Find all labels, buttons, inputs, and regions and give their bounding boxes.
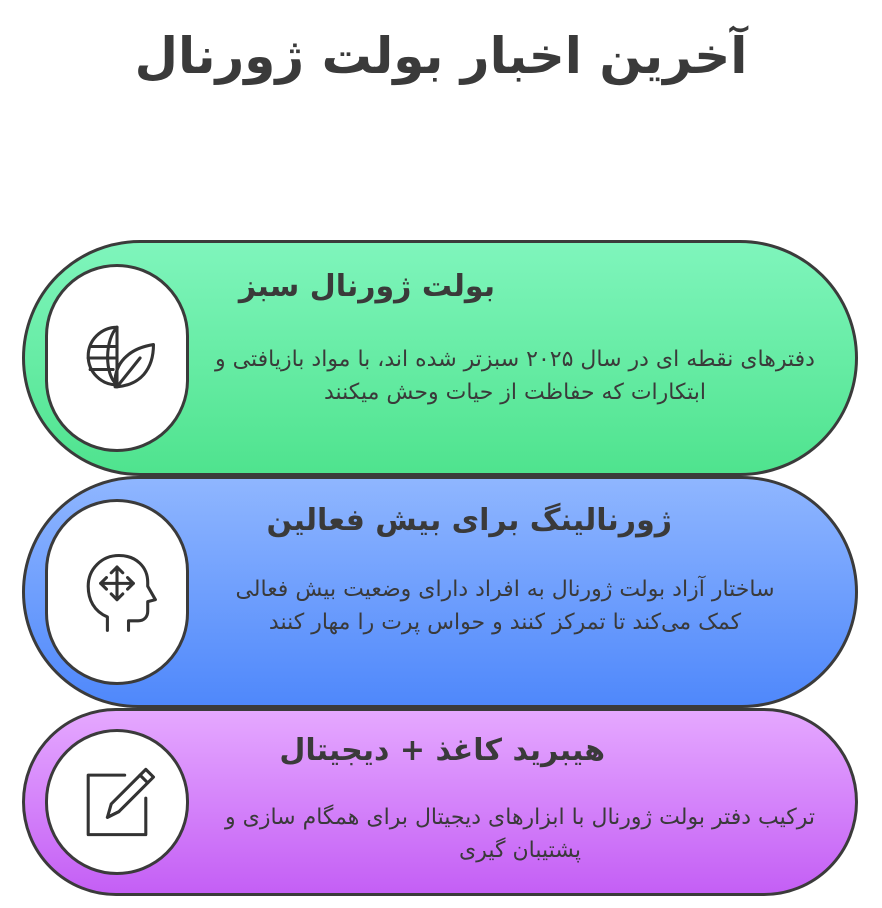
icon-circle bbox=[45, 499, 189, 685]
head-arrows-icon bbox=[69, 544, 165, 640]
news-card-green-journal bbox=[22, 240, 858, 476]
card-heading: ژورنالینگ برای بیش فعالین bbox=[266, 503, 672, 538]
icon-circle bbox=[45, 729, 189, 875]
page-title: آخرین اخبار بولت ژورنال bbox=[134, 27, 748, 85]
card-body: دفترهای نقطه ای در سال ۲۰۲۵ سبزتر شده اند، با مواد بازیافتی و ابتکارات که حفاظت از حیات وحش میکنند bbox=[215, 347, 815, 405]
globe-leaf-icon bbox=[69, 310, 165, 406]
card-body: ساختار آزاد بولت ژورنال به افراد دارای وضعیت بیش فعالی کمک می‌کند تا تمرکز کنند و حواس پرت را مهار کنند bbox=[235, 577, 775, 635]
news-card-adhd-journaling bbox=[22, 476, 858, 708]
icon-circle bbox=[45, 264, 189, 452]
card-heading: هیبرید کاغذ + دیجیتال bbox=[279, 733, 605, 768]
card-heading: بولت ژورنال سبز bbox=[238, 269, 495, 304]
news-card-hybrid bbox=[22, 708, 858, 896]
pencil-note-icon bbox=[69, 754, 165, 850]
card-body: ترکیب دفتر بولت ژورنال با ابزارهای دیجیتال برای همگام سازی و پشتیبان گیری bbox=[224, 805, 815, 863]
